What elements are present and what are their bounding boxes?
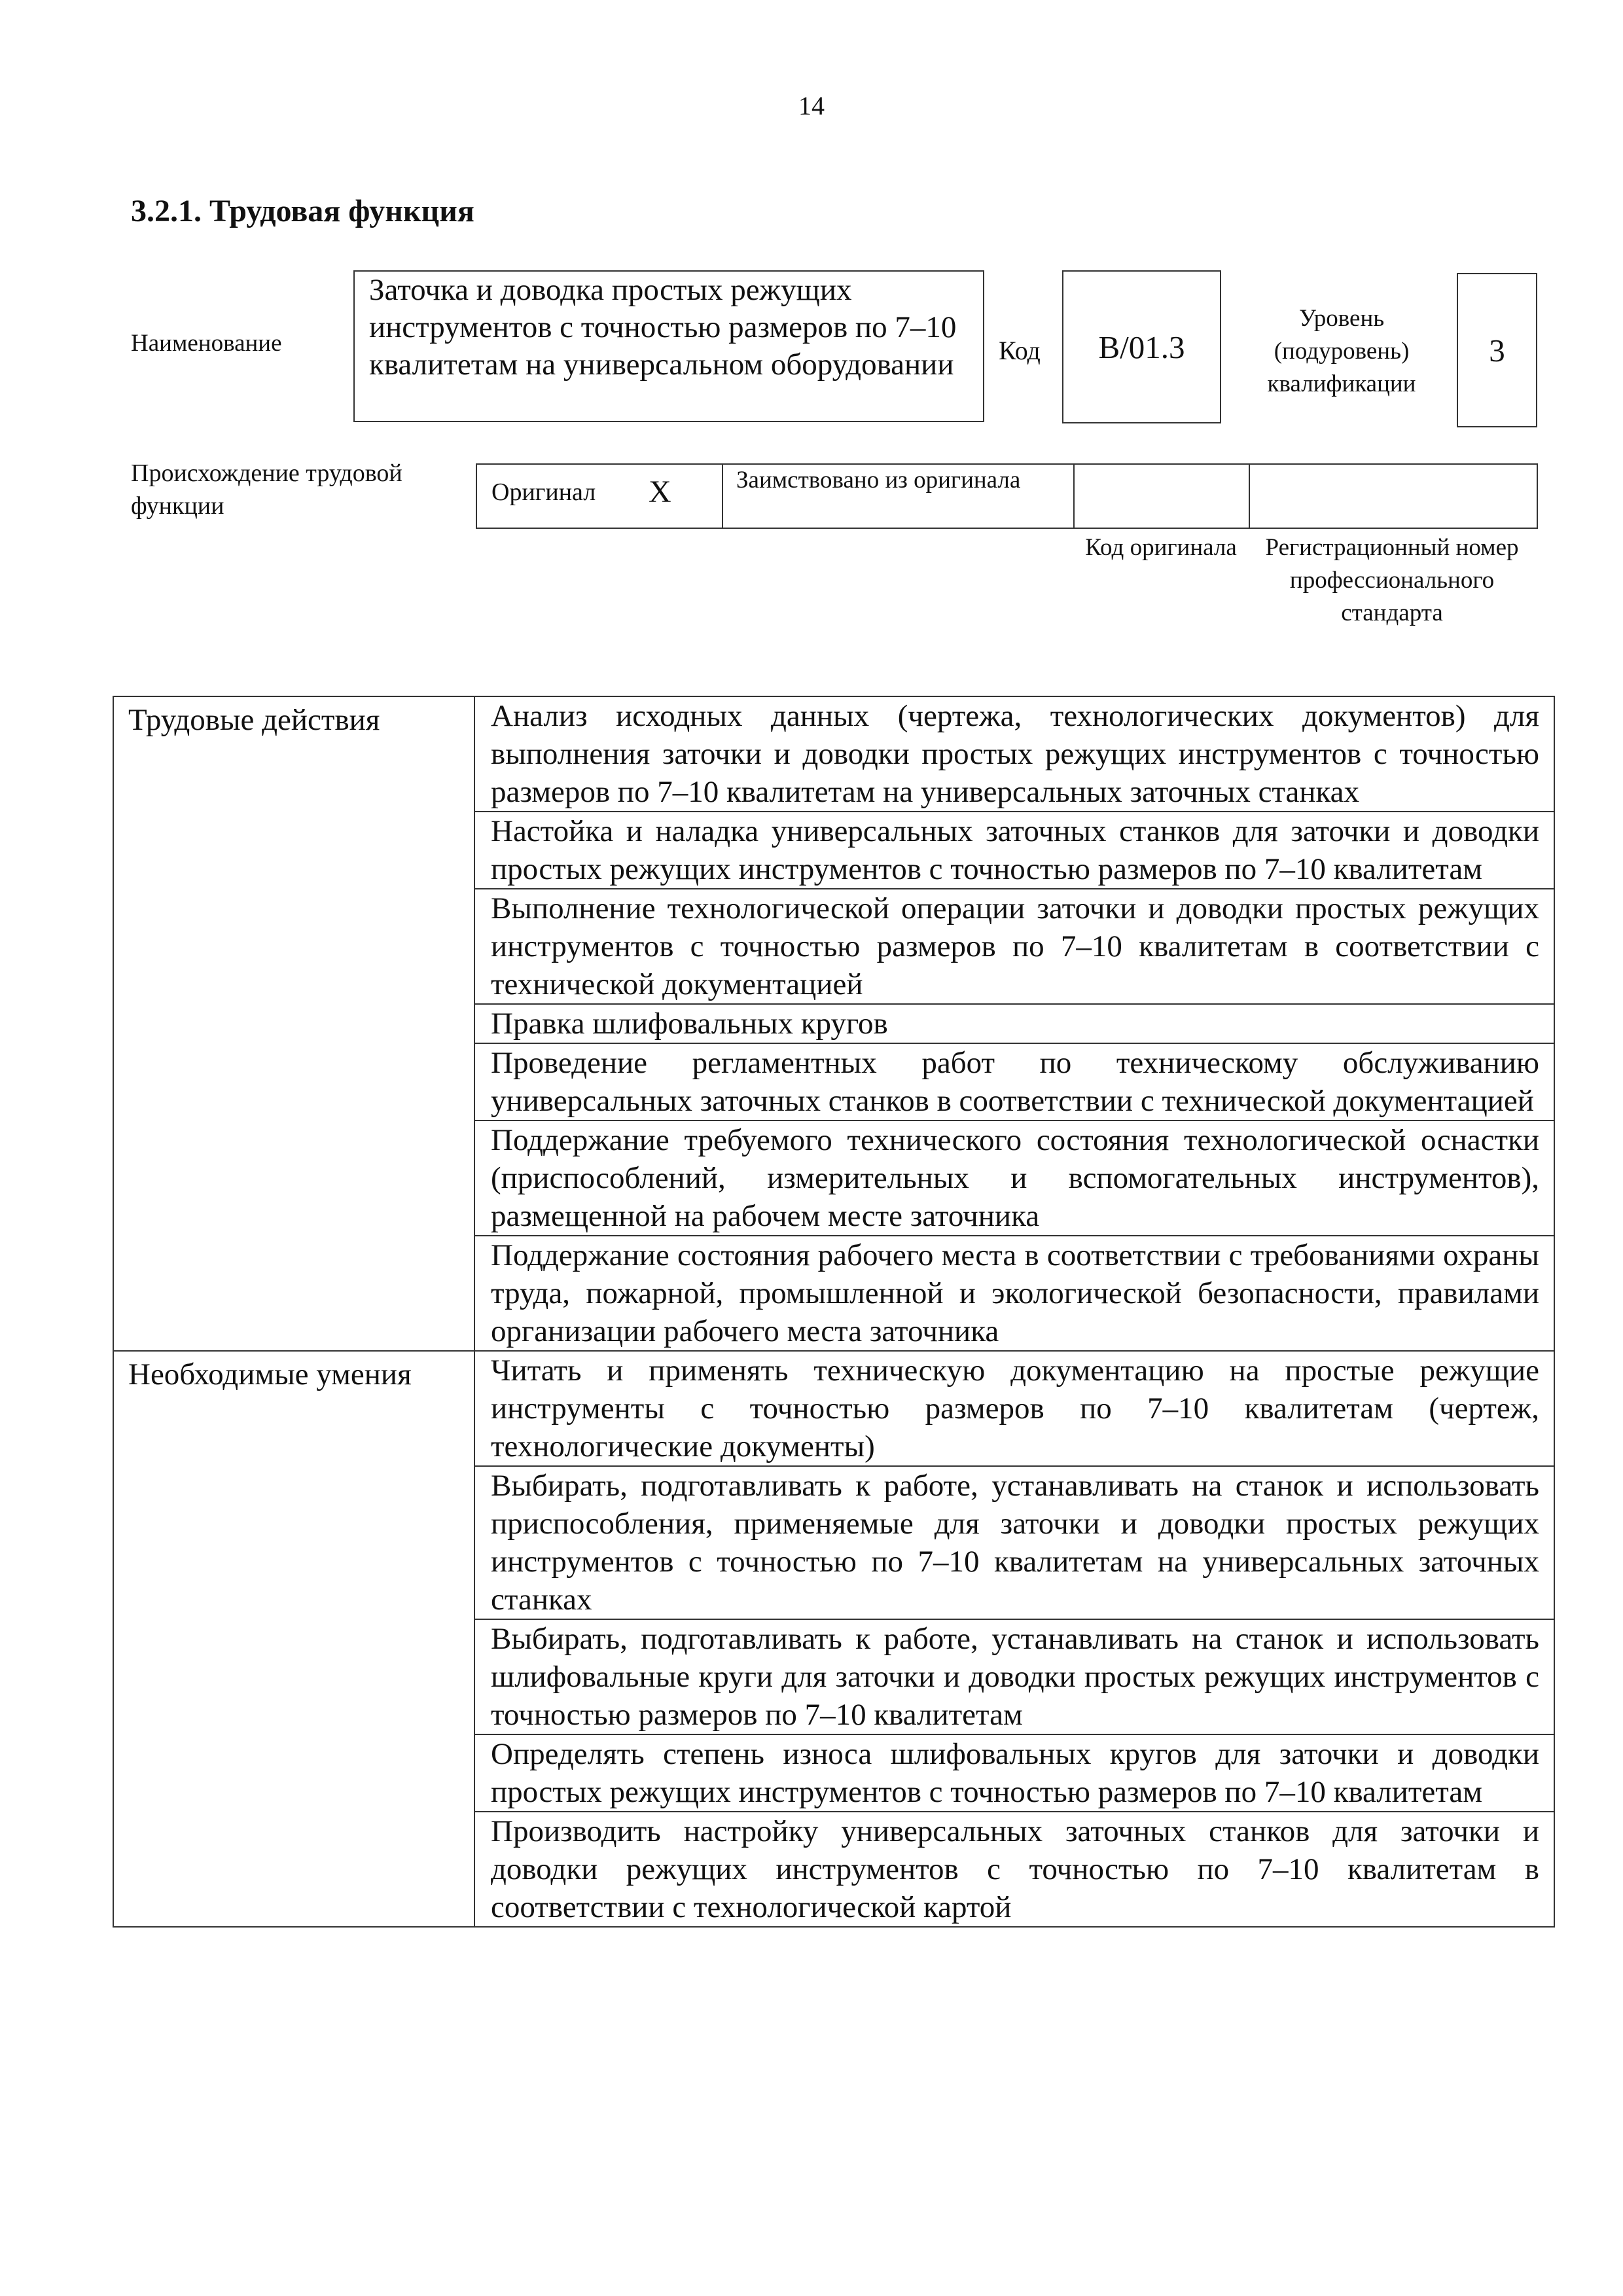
section-item: Производить настройку универсальных заточных станков для заточки и доводки режущих инструментов с точностью по 7–10 квалитетам в соответствии с технологической картой bbox=[474, 1812, 1554, 1927]
code-label: Код bbox=[999, 336, 1041, 365]
borrowed-label: Заимствовано из оригинала bbox=[736, 467, 1021, 493]
section-item: Проведение регламентных работ по техническому обслуживанию универсальных заточных станков в соответствии с технической документацией bbox=[474, 1043, 1554, 1121]
section-item: Читать и применять техническую документацию на простые режущие инструменты с точностью размеров по 7–10 квалитетам (чертеж, технологические документы) bbox=[474, 1351, 1554, 1466]
section-item: Настойка и наладка универсальных заточных станков для заточки и доводки простых режущих инструментов с точностью размеров по 7–10 квалитетам bbox=[474, 812, 1554, 889]
section-item: Выбирать, подготавливать к работе, устанавливать на станок и использовать приспособления, применяемые для заточки и доводки простых режущих инструментов с точностью по 7–10 квалитетам на универсальных заточных станках bbox=[474, 1466, 1554, 1619]
section-item: Выбирать, подготавливать к работе, устанавливать на станок и использовать шлифовальные круги для заточки и доводки простых режущих инструментов с точностью размеров по 7–10 квалитетам bbox=[474, 1619, 1554, 1734]
section-label: Трудовые действия bbox=[113, 696, 474, 1351]
origin-label: Происхождение трудовой функции bbox=[131, 459, 402, 520]
section-item: Правка шлифовальных кругов bbox=[474, 1004, 1554, 1043]
section-item: Определять степень износа шлифовальных кругов для заточки и доводки простых режущих инструментов с точностью размеров по 7–10 квалитетам bbox=[474, 1734, 1554, 1812]
code-value: В/01.3 bbox=[1098, 329, 1185, 365]
registration-number-cell bbox=[1250, 465, 1537, 528]
original-label: Оригинал bbox=[491, 478, 596, 506]
name-value: Заточка и доводка простых режущих инструментов с точностью размеров по 7–10 квалитетам на универсальном оборудовании bbox=[369, 273, 957, 382]
table-row bbox=[113, 1351, 1554, 1466]
origin-table bbox=[476, 463, 1538, 529]
original-mark: X bbox=[649, 475, 671, 509]
section-label: Необходимые умения bbox=[113, 1351, 474, 1927]
level-value: 3 bbox=[1489, 332, 1505, 368]
section-item: Анализ исходных данных (чертежа, технологических документов) для выполнения заточки и доводки простых режущих инструментов с точностью размеров по 7–10 квалитетам на универсальных заточных станках bbox=[474, 696, 1554, 812]
original-cell bbox=[477, 465, 723, 528]
section-item: Поддержание требуемого технического состояния технологической оснастки (приспособлений, измерительных и вспомогательных инструментов), размещенной на рабочем месте заточника bbox=[474, 1121, 1554, 1236]
registration-number-caption: Регистрационный номер профессионального стандарта bbox=[1265, 534, 1519, 626]
table-row bbox=[113, 696, 1554, 812]
level-label: Уровень (подуровень) квалификации bbox=[1267, 305, 1416, 397]
labor-function-table-body bbox=[113, 696, 1554, 1927]
original-code-caption: Код оригинала bbox=[1085, 534, 1237, 561]
level-field bbox=[1457, 273, 1537, 427]
section-item: Выполнение технологической операции заточки и доводки простых режущих инструментов с точностью размеров по 7–10 квалитетам в соответствии с технической документацией bbox=[474, 889, 1554, 1004]
borrowed-cell bbox=[723, 465, 1075, 528]
code-field bbox=[1062, 270, 1221, 423]
section-title: 3.2.1. Трудовая функция bbox=[131, 194, 474, 228]
page-number: 14 bbox=[798, 91, 825, 120]
labor-function-table bbox=[113, 696, 1555, 1928]
name-label: Наименование bbox=[131, 330, 282, 357]
section-item: Поддержание состояния рабочего места в соответствии с требованиями охраны труда, пожарной, промышленной и экологической безопасности, правилами организации рабочего места заточника bbox=[474, 1236, 1554, 1351]
original-code-cell bbox=[1075, 465, 1250, 528]
name-field bbox=[353, 270, 984, 422]
